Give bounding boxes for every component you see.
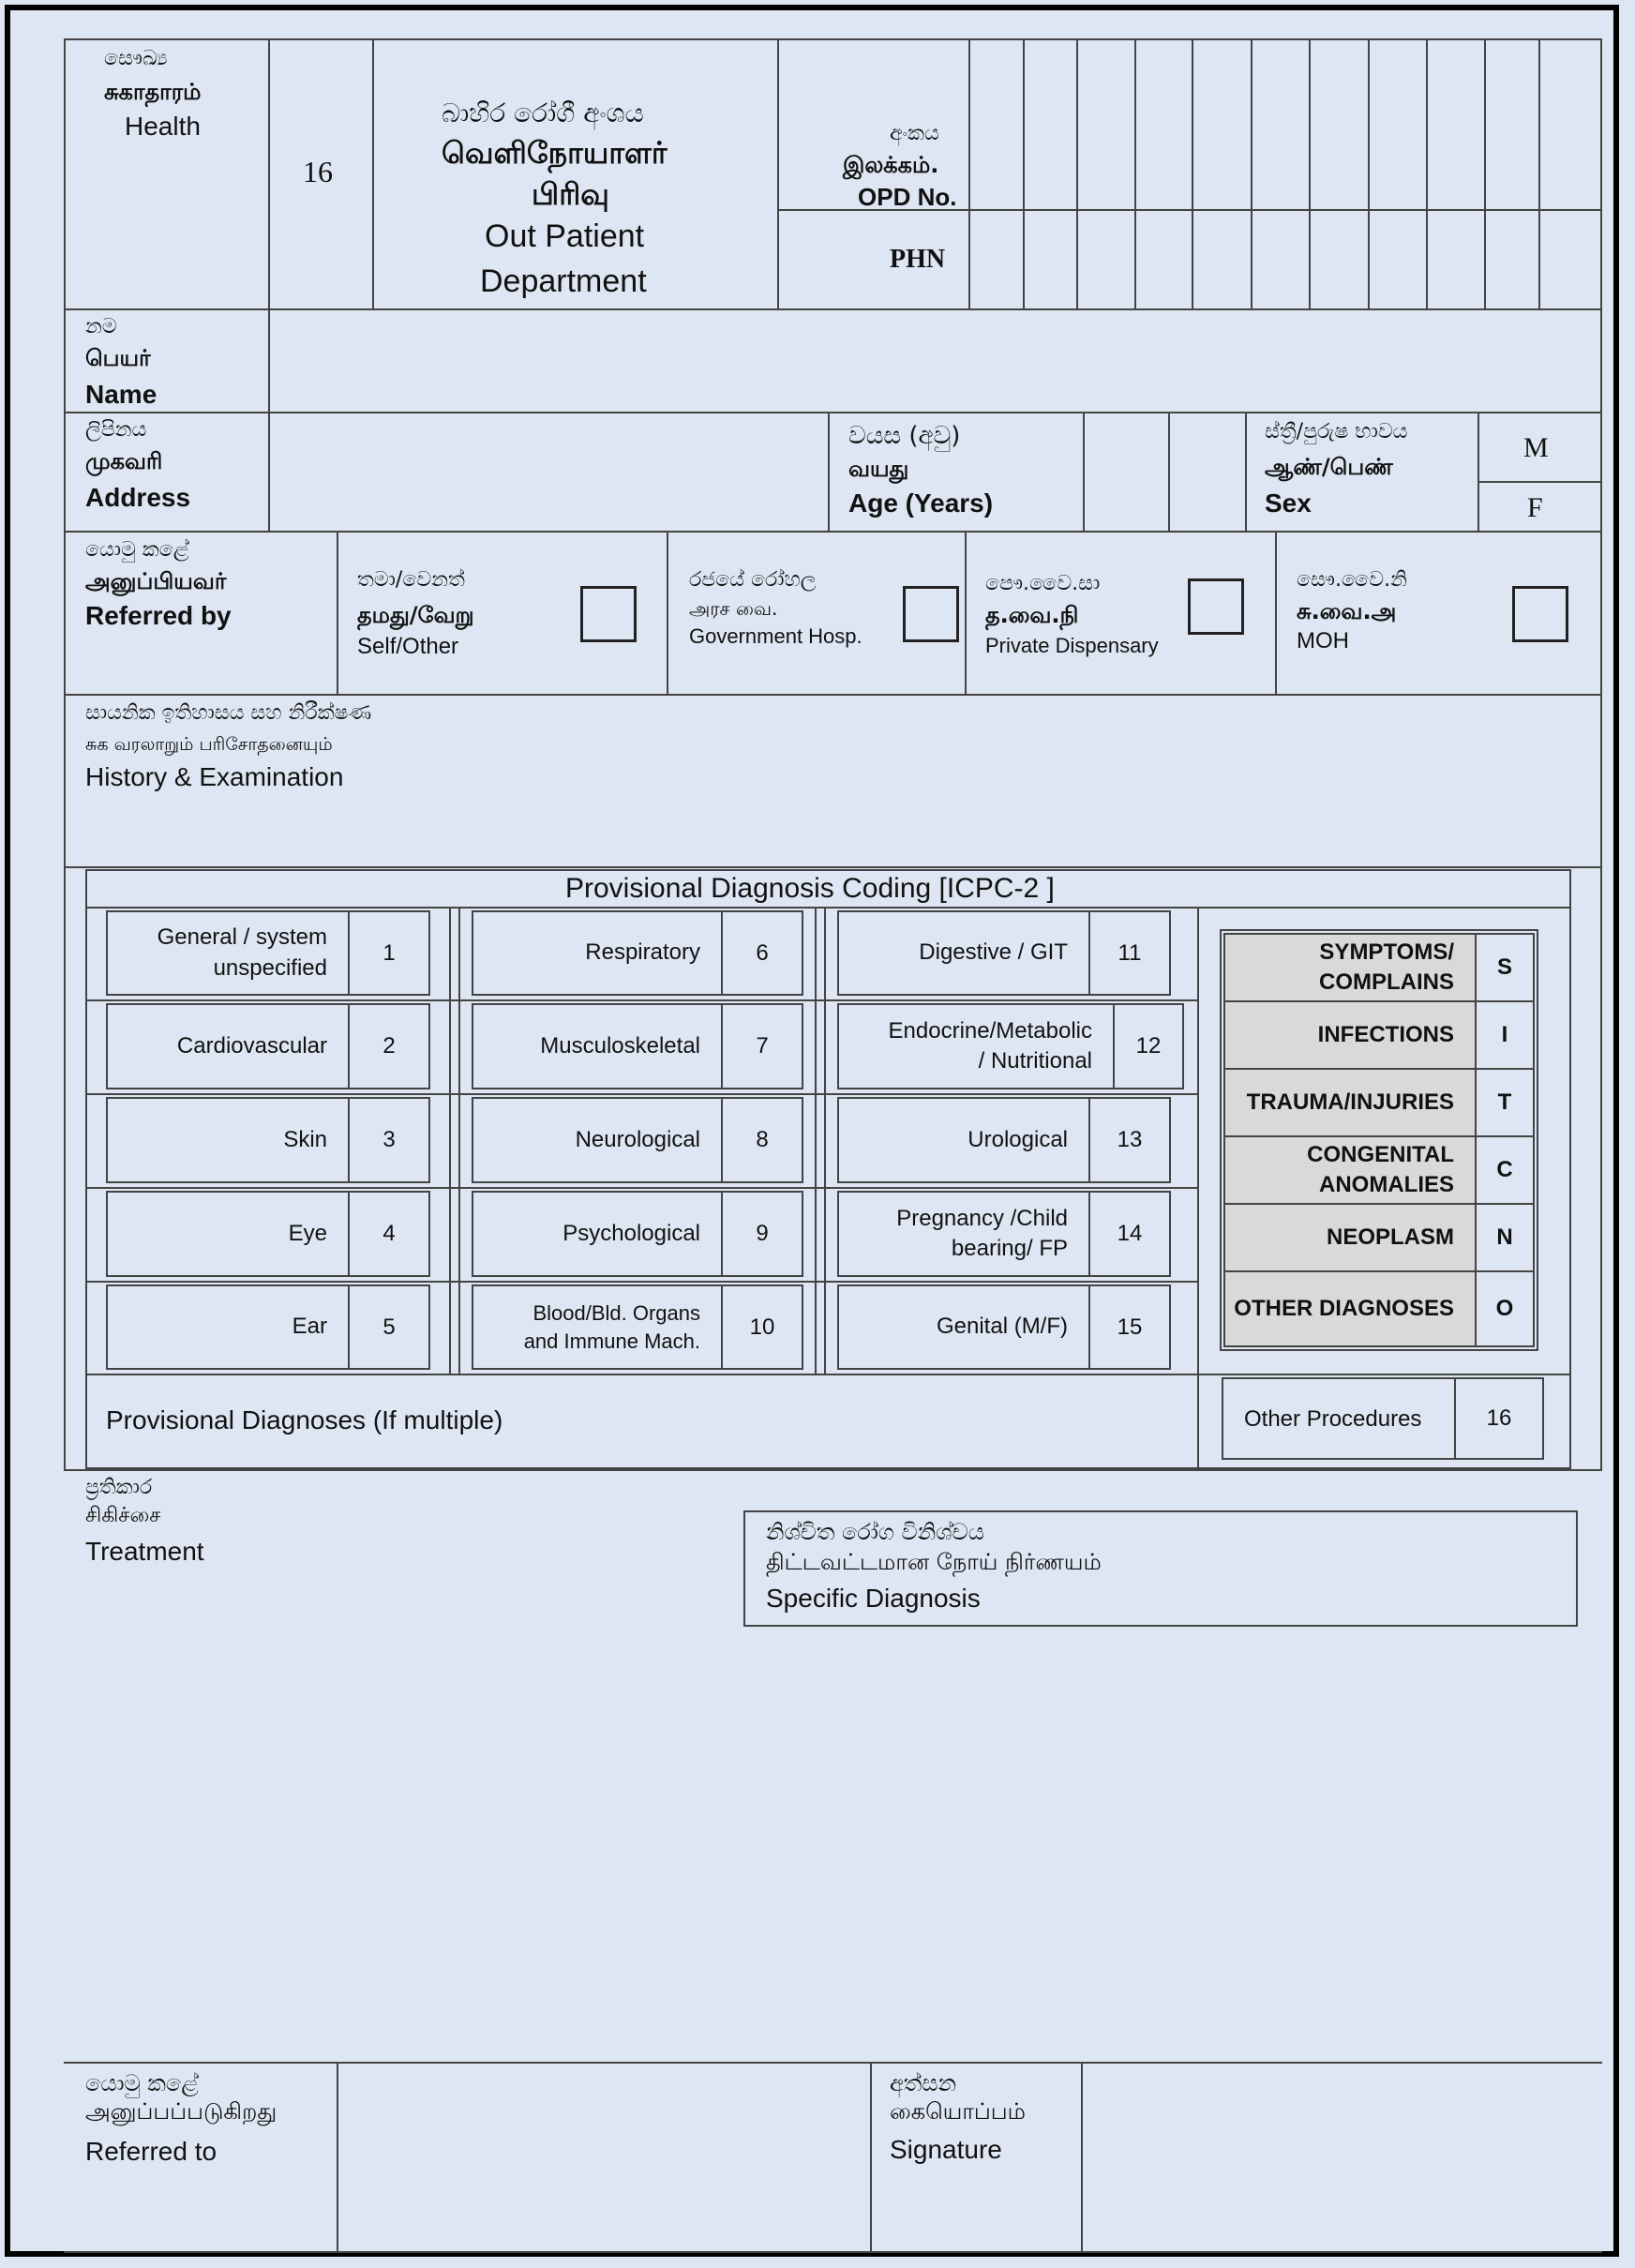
dept-ta-1: வெளிநோயாளர் — [442, 135, 668, 171]
opd-en: OPD No. — [858, 183, 957, 211]
ref-gov-ta: அரச வை. — [689, 597, 778, 620]
code-blood-label: Blood/Bld. Organs and Immune Mach. — [472, 1284, 723, 1370]
sex-ta: ஆண்/பெண் — [1265, 454, 1393, 480]
code-12[interactable]: 12 — [1113, 1003, 1184, 1089]
code-general-label: General / system unspecified — [106, 910, 350, 996]
code-cardiovascular-label: Cardiovascular — [106, 1003, 350, 1089]
cat-t[interactable]: T — [1475, 1068, 1535, 1137]
code-psychological-label: Psychological — [472, 1191, 723, 1277]
cat-neoplasm-label: NEOPLASM — [1223, 1203, 1477, 1272]
dept-en-2: Department — [480, 263, 647, 299]
provisional-multiple-label: Provisional Diagnoses (If multiple) — [106, 1405, 503, 1434]
provisional-multiple-field[interactable] — [87, 1375, 1195, 1467]
dept-ta-2: பிரிவு — [532, 176, 609, 212]
code-skin-label: Skin — [106, 1097, 350, 1183]
ref-private-en: Private Dispensary — [985, 634, 1159, 657]
code-13[interactable]: 13 — [1088, 1097, 1171, 1183]
treatment-si: ප්‍රතිකාර — [85, 1476, 153, 1499]
ref-moh-en: MOH — [1297, 628, 1349, 653]
signature-ta: கையொப்பம் — [890, 2098, 1026, 2125]
code-5[interactable]: 5 — [348, 1284, 430, 1370]
sex-en: Sex — [1265, 488, 1312, 518]
code-11[interactable]: 11 — [1088, 910, 1171, 996]
ref-self-en: Self/Other — [357, 634, 459, 659]
age-ta: வயது — [848, 456, 909, 482]
treatment-en: Treatment — [85, 1537, 204, 1566]
history-field[interactable] — [67, 798, 1599, 865]
opd-si: අංකය — [890, 122, 939, 145]
signature-si: අත්සන — [890, 2070, 957, 2096]
cat-s[interactable]: S — [1475, 933, 1535, 1002]
other-procedures-label: Other Procedures — [1244, 1406, 1422, 1432]
referred-by-ta: அனுப்பியவர் — [85, 568, 227, 594]
code-genital-label: Genital (M/F) — [837, 1284, 1090, 1370]
code-6[interactable]: 6 — [721, 910, 803, 996]
code-ear-label: Ear — [106, 1284, 350, 1370]
specific-diagnosis-en: Specific Diagnosis — [766, 1584, 981, 1613]
code-neurological-label: Neurological — [472, 1097, 723, 1183]
treatment-field[interactable] — [67, 1604, 1599, 2054]
cat-c[interactable]: C — [1475, 1135, 1535, 1205]
code-urological-label: Urological — [837, 1097, 1090, 1183]
code-2[interactable]: 2 — [348, 1003, 430, 1089]
name-si: නම — [85, 315, 117, 338]
ref-moh-si: සෞ.වෛ.නි — [1297, 568, 1407, 592]
address-field[interactable] — [270, 413, 827, 531]
code-15[interactable]: 15 — [1088, 1284, 1171, 1370]
name-field[interactable] — [270, 310, 1600, 412]
signature-field[interactable] — [1083, 2064, 1600, 2249]
form-number: 16 — [303, 155, 333, 188]
ministry-si: සෞඛ්‍ය — [104, 47, 168, 70]
referred-to-field[interactable] — [338, 2064, 869, 2249]
cat-trauma-label: TRAUMA/INJURIES — [1223, 1068, 1477, 1137]
ref-self-ta: தமது/வேறு — [357, 602, 474, 628]
code-9[interactable]: 9 — [721, 1191, 803, 1277]
signature-en: Signature — [890, 2135, 1002, 2164]
code-musculoskeletal-label: Musculoskeletal — [472, 1003, 723, 1089]
referred-by-si: යොමු කළේ — [85, 538, 189, 562]
referred-to-en: Referred to — [85, 2137, 218, 2166]
specific-diagnosis-ta: திட்டவட்டமான நோய் நிர்ணயம் — [766, 1549, 1102, 1575]
ref-self-si: තමා/වෙනත් — [357, 568, 465, 592]
ref-moh-checkbox[interactable] — [1512, 586, 1568, 642]
ref-private-checkbox[interactable] — [1188, 578, 1244, 635]
cat-symptoms-label: SYMPTOMS/ COMPLAINS — [1223, 933, 1477, 1002]
address-en: Address — [85, 483, 191, 512]
code-digestive-label: Digestive / GIT — [837, 910, 1090, 996]
ministry-ta: சுகாதாரம் — [104, 79, 202, 105]
opd-form — [5, 5, 1619, 2257]
referred-to-ta: அனுப்பப்படுகிறது — [85, 2098, 278, 2125]
cat-i[interactable]: I — [1475, 1000, 1535, 1070]
diagnosis-title: Provisional Diagnosis Coding [ICPC-2 ] — [565, 873, 1055, 904]
referred-by-en: Referred by — [85, 601, 232, 630]
code-pregnancy-label: Pregnancy /Child bearing/ FP — [837, 1191, 1090, 1277]
opd-ta: இலக்கம். — [843, 152, 939, 178]
other-procedures-code[interactable]: 16 — [1454, 1377, 1544, 1460]
code-3[interactable]: 3 — [348, 1097, 430, 1183]
dept-en-1: Out Patient — [485, 218, 645, 254]
address-si: ලිපිනය — [85, 418, 147, 442]
dept-si: බාහිර රෝගී අංශය — [442, 98, 644, 128]
cat-infections-label: INFECTIONS — [1223, 1000, 1477, 1070]
age-si: වයස (අවු) — [848, 422, 961, 450]
sex-male-option[interactable]: M — [1523, 432, 1549, 463]
ref-private-si: පෞ.වෛ.සා — [985, 572, 1101, 595]
cat-congenital-label: CONGENITAL ANOMALIES — [1223, 1135, 1477, 1205]
code-endocrine-label: Endocrine/Metabolic / Nutritional — [837, 1003, 1115, 1089]
ref-gov-checkbox[interactable] — [903, 586, 959, 642]
code-8[interactable]: 8 — [721, 1097, 803, 1183]
code-1[interactable]: 1 — [348, 910, 430, 996]
history-en: History & Examination — [85, 762, 344, 791]
ref-moh-ta: சு.வை.அ — [1297, 598, 1397, 624]
code-eye-label: Eye — [106, 1191, 350, 1277]
specific-diagnosis-si: නිශ්චිත රෝග විනිශ්චය — [766, 1519, 984, 1545]
ministry-en: Health — [125, 112, 201, 141]
code-14[interactable]: 14 — [1088, 1191, 1171, 1277]
header-frame — [64, 38, 1602, 310]
cat-other-label: OTHER DIAGNOSES — [1223, 1270, 1477, 1347]
ref-self-checkbox[interactable] — [580, 586, 637, 642]
sex-female-option[interactable]: F — [1527, 492, 1543, 523]
code-7[interactable]: 7 — [721, 1003, 803, 1089]
cat-n[interactable]: N — [1475, 1203, 1535, 1272]
code-4[interactable]: 4 — [348, 1191, 430, 1277]
cat-o[interactable]: O — [1475, 1270, 1535, 1347]
sex-si: ස්ත්‍රී/පුරුෂ භාවය — [1265, 420, 1408, 443]
age-en: Age (Years) — [848, 488, 994, 518]
age-field[interactable] — [1085, 413, 1244, 531]
name-ta: பெயர் — [85, 345, 151, 371]
code-10[interactable]: 10 — [721, 1284, 803, 1370]
code-respiratory-label: Respiratory — [472, 910, 723, 996]
treatment-ta: சிகிச்சை — [85, 1504, 161, 1527]
ref-gov-si: රජයේ රෝහල — [689, 568, 817, 592]
ref-private-ta: த.வை.நி — [985, 602, 1079, 628]
phn-label: PHN — [890, 245, 946, 274]
address-ta: முகவரி — [85, 448, 163, 474]
ref-gov-en: Government Hosp. — [689, 624, 862, 648]
name-en: Name — [85, 380, 158, 409]
history-ta: சுக வரலாறும் பரிசோதனையும் — [85, 734, 333, 755]
referred-to-si: යොමු කළේ — [85, 2070, 199, 2096]
history-si: සායනික ඉතිහාසය සහ නිරීක්ෂණ — [85, 701, 372, 725]
